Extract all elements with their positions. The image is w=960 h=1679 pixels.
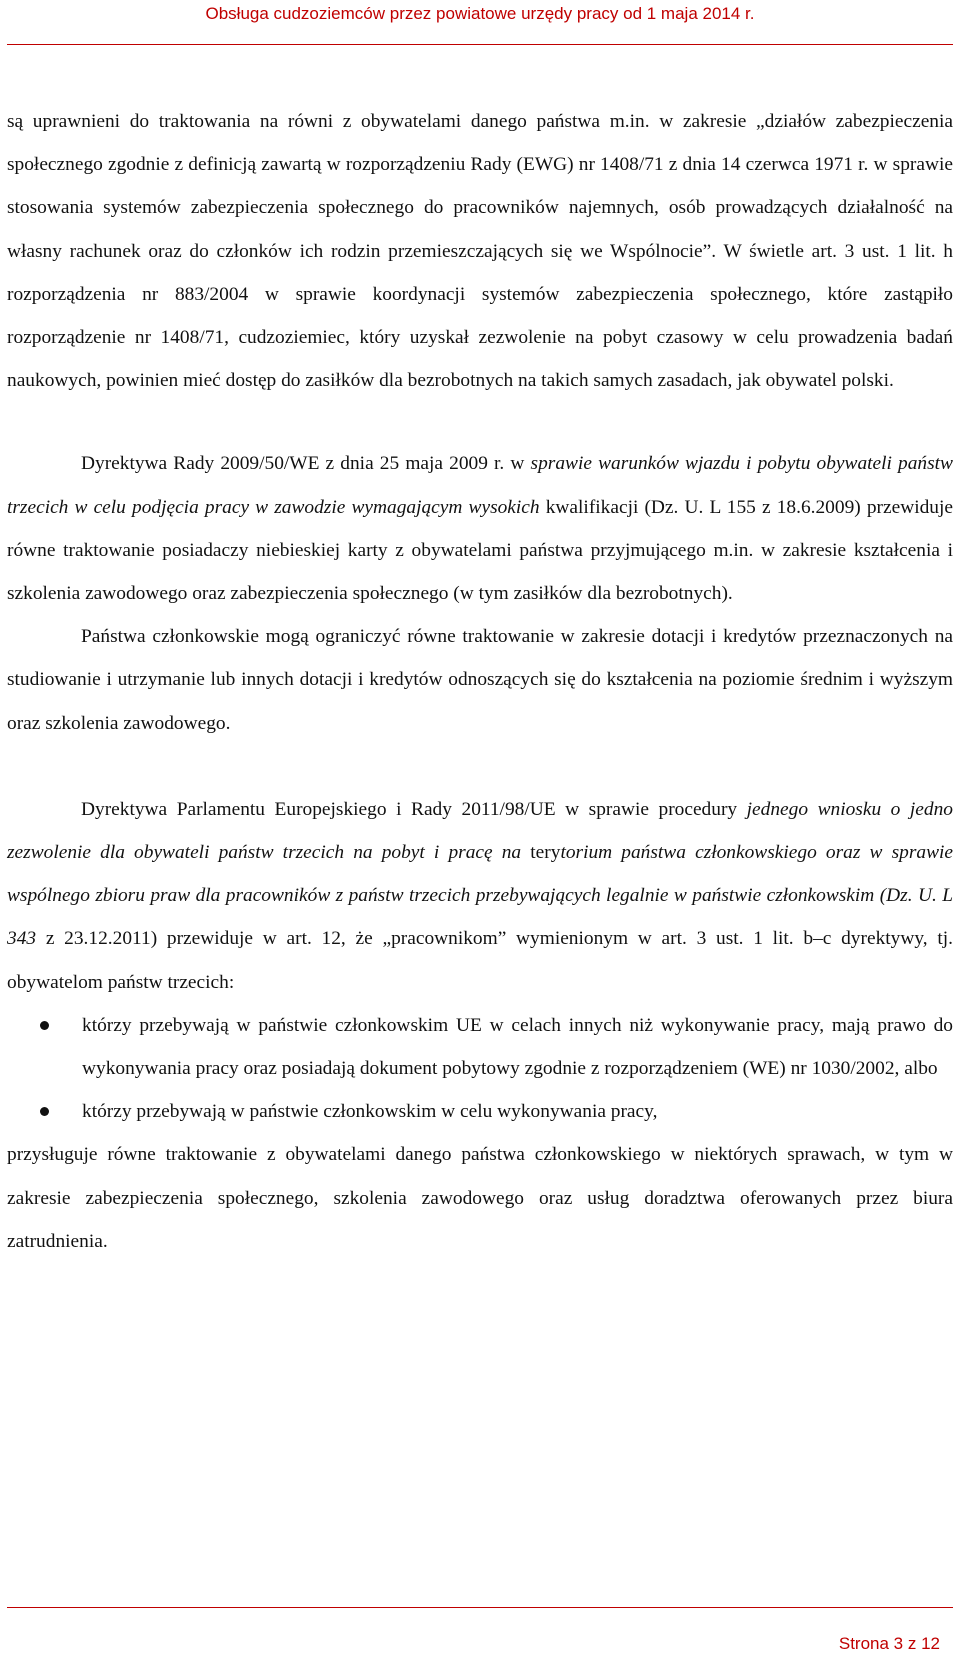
text-run-italic: torium państwa członkowskiego oraz w sprawie wspólnego zbioru praw dla pracowników z państw trzecich przebywających legalnie w państwie członkowskim (Dz. U. L 343 — [7, 842, 954, 950]
bullet-icon — [40, 1021, 49, 1030]
footer-divider — [7, 1607, 953, 1608]
text-run: tery — [521, 842, 561, 864]
list-item-text: którzy przebywają w państwie członkowskim UE w celach innych niż wykonywanie pracy, mają prawo do wykonywania pracy oraz posiadają dokument pobytowy zgodnie z rozporządzeniem (WE) nr 1030/2002, albo — [82, 1014, 953, 1080]
list-item-text: którzy przebywają w państwie członkowskim w celu wykonywania pracy, — [82, 1101, 658, 1123]
header-divider — [7, 44, 953, 45]
bullet-list — [7, 1004, 953, 1134]
paragraph-equal-treatment: przysługuje równe traktowanie z obywatelami danego państwa członkowskiego w niektórych sprawach, w tym w zakresie zabezpieczenia społecznego, szkolenia zawodowego oraz usług doradztwa oferowanych przez biura zatrudnienia. — [7, 1144, 953, 1252]
paragraph-member-state-limits: Państwa członkowskie mogą ograniczyć równe traktowanie w zakresie dotacji i kredytów przeznaczonych na studiowanie i utrzymanie lub innych dotacji i kredytów odnoszących się do kształcenia na poziomie średnim i wyższym oraz szkolenia zawodowego. — [7, 626, 953, 734]
list-item — [7, 1004, 953, 1090]
header-title: Obsługa cudzoziemców przez powiatowe urzędy pracy od 1 maja 2014 r. — [205, 4, 755, 23]
paragraph-blue-card-directive — [7, 442, 953, 615]
page-header — [0, 0, 960, 24]
text-run: kwalifikacji (Dz. U. L 155 z 18.6.2009) przewiduje równe traktowanie posiadaczy niebieskiej karty z obywatelami państwa przyjmującego m.in. w zakresie kształcenia i szkolenia zawodowego oraz zabezpieczenia społecznego (w tym zasiłków dla bezrobotnych). — [7, 496, 953, 605]
list-item — [7, 1090, 953, 1133]
text-run: z 23.12.2011) przewiduje w art. 12, że „pracownikom” wymienionym w art. 3 ust. 1 lit. b–c dyrektywy, tj. obywatelom państw trzecich: — [7, 928, 953, 993]
bullet-icon — [40, 1107, 49, 1116]
page-number: Strona 3 z 12 — [838, 1634, 940, 1653]
text-run: Dyrektywa Parlamentu Europejskiego i Rady 2011/98/UE w sprawie procedury — [81, 798, 747, 820]
paragraph-social-security: są uprawnieni do traktowania na równi z obywatelami danego państwa m.in. w zakresie „działów zabezpieczenia społecznego zgodnie z definicją zawartą w rozporządzeniu Rady (EWG) nr 1408/71 z dnia 14 czerwca 1971 r. w sprawie stosowania systemów zabezpieczenia społecznego do pracowników najemnych, osób prowadzących działalność na własny rachunek oraz do członków ich rodzin przemieszczających się we Wspólnocie”. W świetle art. 3 ust. 1 lit. h rozporządzenia nr 883/2004 w sprawie koordynacji systemów zabezpieczenia społecznego, które zastąpiło rozporządzenie nr 1408/71, cudzoziemiec, który uzyskał zezwolenie na pobyt czasowy w celu prowadzenia badań naukowych, powinien mieć dostęp do zasiłków dla bezrobotnych na takich samych zasadach, jak obywatel polski. — [7, 111, 953, 392]
document-body — [7, 100, 953, 1263]
text-run: Dyrektywa Rady 2009/50/WE z dnia 25 maja 2009 r. w — [81, 453, 531, 475]
paragraph-single-permit-directive — [7, 788, 953, 1004]
text-run-italic: jednego wniosku o jedno zezwolenie dla obywateli państw trzecich na pobyt i pracę na — [7, 798, 953, 864]
text-run-italic: sprawie warunków wjazdu i pobytu obywateli państw trzecich w celu podjęcia pracy w zawodzie wymagającym wysokich — [7, 453, 953, 518]
